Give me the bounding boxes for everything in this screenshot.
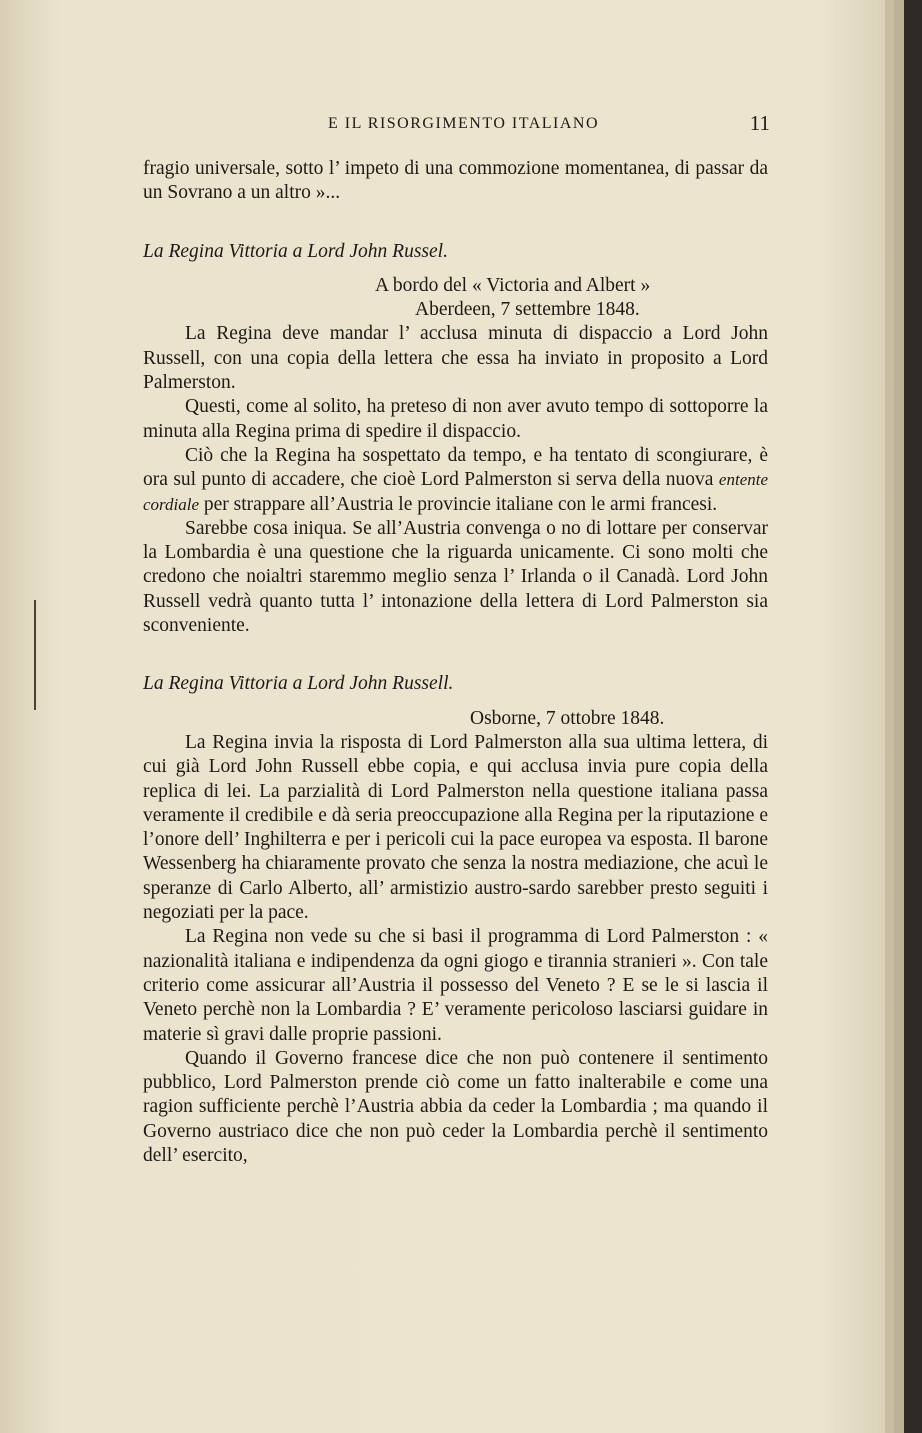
margin-mark — [34, 600, 36, 710]
page-edge — [894, 0, 904, 1433]
continuation-paragraph: fragio universale, sotto l’ impeto di una commozione momentanea, di passar da un Sovrano a un altro »... — [143, 158, 768, 204]
letter-heading: La Regina Vittoria a Lord John Russel. — [143, 240, 448, 262]
page-number: 11 — [749, 111, 770, 135]
book-cover-edge — [904, 0, 922, 1433]
text-run: Ciò che la Regina ha sospettato da tempo, e ha tentato di scongiurare, è ora sul punto di accadere, che cioè Lord Palmerston si serva della nuova — [143, 444, 768, 491]
paragraph: Questi, come al solito, ha preteso di non aver avuto tempo di sottoporre la minuta alla Regina prima di spedire il dispaccio. — [143, 396, 768, 442]
paragraph: La Regina deve mandar l’ acclusa minuta di dispaccio a Lord John Russell, con una copia della lettera che essa ha inviato in proposito a Lord Palmerston. — [143, 323, 768, 394]
paragraph: La Regina invia la risposta di Lord Palmerston alla sua ultima lettera, di cui già Lord John Russell ebbe copia, e qui acclusa invia pure copia della replica di lei. La parzialità di Lord Palmerston nella questione italiana passa veramente il credibile e dà seria preoccupazione alla Regina per la riputazione e l’onore dell’ Inghilterra e per i pericoli cui la pace europea va esposta. Il barone Wessenberg ha chiaramente provato che senza la nostra mediazione, che acuì le speranze di Carlo Alberto, all’ armistizio austro-sardo sarebber presto seguiti i negoziati per la pace. — [143, 731, 768, 924]
paragraph: Sarebbe cosa iniqua. Se all’Austria convenga o no di lottare per conservar la Lombardia è una questione che la riguarda unicamente. Ci sono molti che credono che noialtri staremmo meglio senza l’ Irlanda o il Canadà. Lord John Russell vedrà quanto tutta l’ intonazione della lettera di Lord Palmerston sia sconveniente. — [143, 517, 768, 637]
letter-heading: La Regina Vittoria a Lord John Russell. — [143, 673, 454, 695]
page-edge — [885, 0, 894, 1433]
italic-phrase: entente cordiale — [143, 470, 769, 514]
paragraph: La Regina non vede su che si basi il programma di Lord Palmerston : « nazionalità italiana e indipendenza da ogni giogo e tirannia stranieri ». Con tale criterio come assicurar all’Austria il possesso del Veneto ? E se le si lascia il Veneto perchè non la Lombardia ? E’ veramente pericoloso lasciarsi guidare in materie sì gravi dalle proprie passioni. — [143, 926, 768, 1045]
page-text — [143, 157, 768, 1168]
letter-date-line: Osborne, 7 ottobre 1848. — [470, 707, 665, 729]
paragraph: Quando il Governo francese dice che non può contenere il sentimento pubblico, Lord Palmerston prende ciò come un fatto inalterabile e come una ragion sufficiente perchè l’Austria abbia da ceder la Lombardia ; ma quando il Governo austriaco dice che non può ceder la Lombardia perchè il sentimento dell’ esercito, — [143, 1047, 768, 1166]
running-title: E IL RISORGIMENTO ITALIANO — [328, 115, 600, 132]
letter-date-line: Aberdeen, 7 settembre 1848. — [415, 299, 640, 321]
paragraph — [143, 444, 768, 517]
text-run: per strappare all’Austria le provincie italiane con le armi francesi. — [203, 493, 718, 515]
letter-place-line: A bordo del « Victoria and Albert » — [375, 274, 651, 296]
